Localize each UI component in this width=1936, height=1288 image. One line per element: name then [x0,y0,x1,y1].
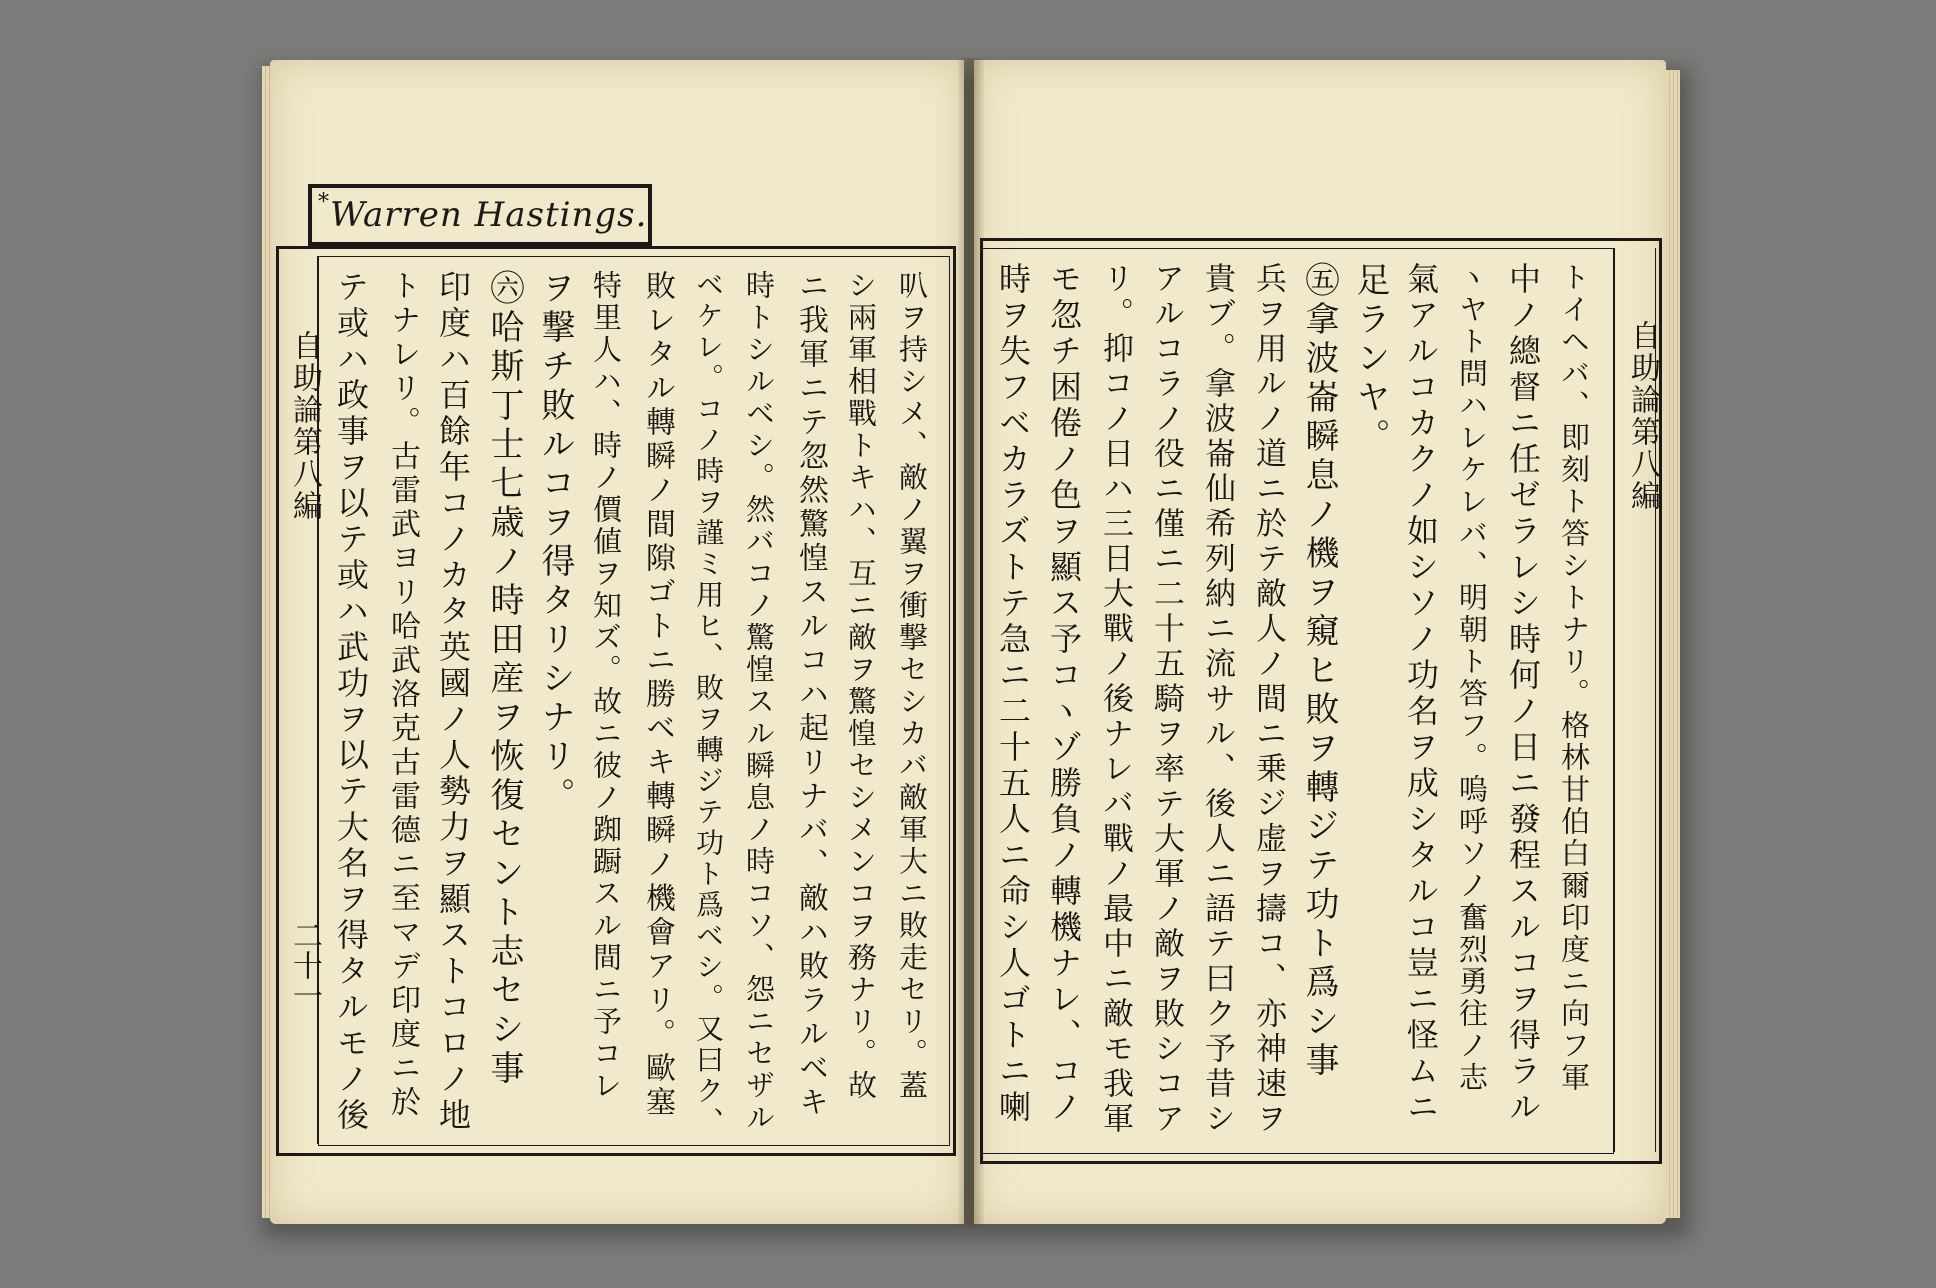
section-heading-column: ㊄拿波崙瞬息ノ機ヲ窺ヒ敗ヲ轉ジテ功ト爲シ事 [1299,262,1339,1081]
text-column: ニ我軍ニテ忽然驚惶スルコハ起リナバ、敵ハ敗ラルベキ [793,270,828,1120]
text-column: 氣アルコカクノ如シソノ功名ヲ成シタルコ豈ニ怪ムニ [1402,262,1440,1126]
text-column: トナレリ。古雷武ヨリ哈武洛克古雷德ニ至マデ印度ニ於 [385,270,420,1120]
text-column: リ。抑コノ日ハ三日大戰ノ後ナレバ戰ノ最中ニ敵モ我軍 [1097,262,1133,1137]
english-heading: Warren Hastings. [330,195,648,235]
text-column: 叭ヲ持シメ、敵ノ翼ヲ衝撃セシカバ敵軍大ニ敗走セリ。蓋 [895,270,929,1102]
running-title-right: 自助論第八編 [1625,320,1660,512]
text-column: 特里人ハ、時ノ價値ヲ知ズ。故ニ彼ノ踟蹰スル間ニ予コレ [589,270,623,1102]
text-column: 時トシルベシ。然バコノ驚惶スル瞬息ノ時コソ、怨ニセザル [742,270,776,1134]
text-column: 貴ブ。拿波崙仙希列納ニ流サル、後人ニ語テ曰ク予昔シ [1199,262,1235,1137]
text-column: テ或ハ政事ヲ以テ或ハ武功ヲ以テ大名ヲ得タルモノ後 [332,270,370,1134]
text-column: シ兩軍相戰トキハ、互ニ敵ヲ驚惶セシメンコヲ務ナリ。故 [844,270,878,1102]
left-page-text [324,270,940,1138]
text-column: 兵ヲ用ルノ道ニ於テ敵人ノ間ニ乗ジ虚ヲ擣コ、亦神速ヲ [1250,262,1286,1137]
running-title-left: 自助論第八編 [287,330,322,522]
text-column: トイヘバ、即刻ト答シトナリ。格林甘伯白爾印度ニ向フ軍 [1557,262,1591,1094]
text-column: ヲ撃チ敗ルコヲ得タリシナリ。 [535,270,575,816]
heading-star: * [318,190,330,215]
text-column: ベケレ。コノ時ヲ謹ミ用ヒ、敗ヲ轉ジテ功ト爲ベシ。又曰ク、 [692,270,725,1138]
text-column: 足ランヤ。 [1350,262,1390,457]
text-column: ヽヤト問ハレケレバ、明朝ト答フ。嗚呼ソノ奮烈勇往ノ志 [1455,262,1489,1094]
text-column: 中ノ總督ニ任ゼラレシ時何ノ日ニ發程スルコヲ得ラル [1504,262,1542,1126]
text-column: モ忽チ困倦ノ色ヲ顯ス予コヽゾ勝負ノ轉機ナレ、コノ [1045,262,1083,1126]
text-column: 敗レタル轉瞬ノ間隙ゴトニ勝ベキ轉瞬ノ機會アリ。歐塞 [640,270,675,1120]
text-column: 印度ハ百餘年コノカタ英國ノ人勢力ヲ顯ストコロノ地 [434,270,472,1134]
right-page-text [990,262,1602,1142]
english-heading-box [308,184,652,246]
section-heading-column: ㊅哈斯丁士七歳ノ時田産ヲ恢復セント志セシ事 [484,270,524,1089]
page-number-left: 二十一 [287,920,322,1010]
text-column: アルコラノ役ニ僅ニ二十五騎ヲ率テ大軍ノ敵ヲ敗シコア [1148,262,1184,1137]
text-column: 時ヲ失フベカラズトテ急ニ二十五人ニ命シ人ゴトニ喇 [994,262,1032,1126]
